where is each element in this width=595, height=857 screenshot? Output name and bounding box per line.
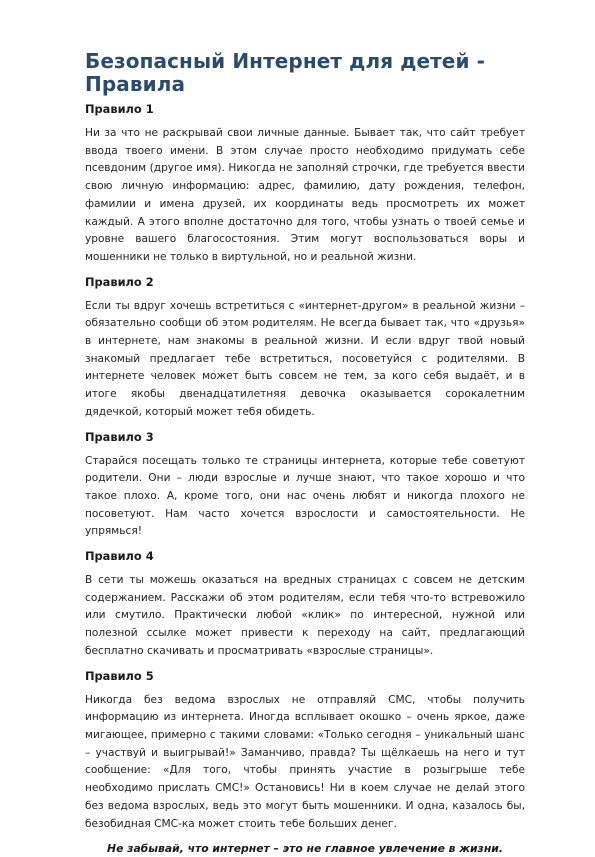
closing-remark: Не забывай, что интернет – это не главное увлечение в жизни. xyxy=(107,842,503,856)
rule-text: Никогда без ведома взрослых не отправляй СМС, чтобы получить информацию из интернета. Иногда всплывает окошко – очень яркое, даже мигающее, примерно с такими словами: «Только сегодня – уникальный шанс – участвуй и выигрывай!» Заманчиво, правда? Ты щёлкаешь на него и тут сообщение: «Для того, чтобы принять участие в розыгрыше тебе необходимо прислать СМС!» Остановись! Ни в коем случае не делай этого без ведома взрослых, ведь это могут быть мошенники. И одна, казалось бы, безобидная СМС-ка может стоить тебе больших денег. xyxy=(85,693,525,830)
page-title: Безопасный Интернет для детей - Правила xyxy=(85,49,486,96)
rule-5 xyxy=(85,669,525,834)
rule-1 xyxy=(85,102,525,267)
rule-heading: Правило 3 xyxy=(85,429,154,444)
rule-2 xyxy=(85,275,525,422)
rule-heading: Правило 4 xyxy=(85,549,154,564)
rule-heading: Правило 5 xyxy=(85,668,154,683)
rule-text: Если ты вдруг хочешь встретиться с «интернет-другом» в реальной жизни – обязательно сообщи об этом родителям. Не всегда бывает так, что «друзья» в интернете, нам знакомы в реальной жизни. И если вдруг твой новый знакомый предлагает тебе встретиться, посоветуйся с родителями. В интернете человек может быть совсем не тем, за кого себя выдаёт, и в итоге якобы двенадцатилетняя девочка оказывается сорокалетним дядечкой, который может тебя обидеть. xyxy=(85,299,525,418)
document-page xyxy=(85,50,525,857)
rule-text: В сети ты можешь оказаться на вредных страницах с совсем не детским содержанием. Расскажи об этом родителям, если тебя что-то встревожило или смутило. Практически любой «клик» по интересной, нужной или полезной ссылке может привести к переходу на сайт, предлагающий бесплатно скачивать и просматривать «взрослые страницы». xyxy=(85,574,525,657)
rule-text: Ни за что не раскрывай свои личные данные. Бывает так, что сайт требует ввода твоего имени. В этом случае просто необходимо придумать себе псевдоним (другое имя). Никогда не заполняй строчки, где требуется ввести свою личную информацию: адрес, фамилию, дату рождения, телефон, фамилии и имена друзей, их координаты ведь просмотреть их может каждый. А этого вполне достаточно для того, чтобы узнать о твоей семье и уровне вашего благосостояния. Этим могут воспользоваться воры и мошенники не только в виртульной, но и реальной жизни. xyxy=(85,127,525,263)
rule-heading: Правило 2 xyxy=(85,274,154,289)
rule-text: Старайся посещать только те страницы интернета, которые тебе советуют родители. Они – люди взрослые и лучше знают, что такое хорошо и что такое плохо. А, кроме того, они нас очень любят и никогда плохого не посоветуют. Нам часто хочется взрослости и самостоятельности. Не упрямься! xyxy=(85,454,525,538)
rule-3 xyxy=(85,430,525,542)
rule-4 xyxy=(85,549,525,661)
rule-heading: Правило 1 xyxy=(85,102,154,116)
